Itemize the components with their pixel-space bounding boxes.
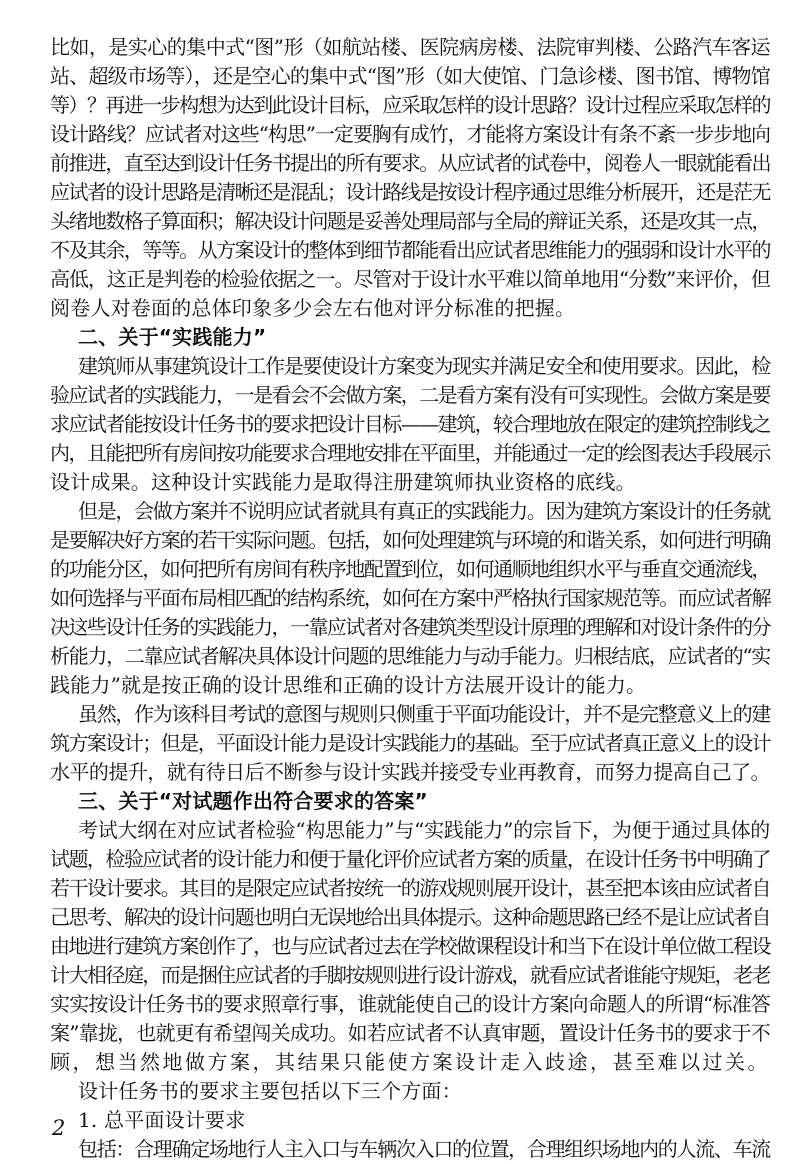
text-line: 析能力，二靠应试者解决具体设计问题的思维能力与动手能力。归根结底，应试者的“实 [50,644,770,668]
text-line: 内，且能把所有房间按功能要求合理地安排在平面里，并能通过一定的绘图表达手段展示 [50,441,770,465]
list-item-title: 1. 总平面设计要求 [78,1108,246,1132]
text-line: 水平的提升，就有待日后不断参与设计实践并接受专业再教育，而努力提高自己了。 [50,760,770,784]
paragraph-first-line: 建筑师从事建筑设计工作是要使设计方案变为现实并满足安全和使用要求。因此，检 [78,354,770,378]
section-heading-answers: 三、关于“对试题作出符合要求的答案” [78,789,428,813]
text-line: 试题，检验应试者的设计能力和便于量化评价应试者方案的质量，在设计任务书中明确了 [50,847,770,871]
text-line: 的功能分区，如何把所有房间有秩序地配置到位，如何通顺地组织水平与垂直交通流线， [50,557,770,581]
text-line: 应试者的设计思路是清晰还是混乱；设计路线是按设计程序通过思维分析展开，还是茫无 [50,180,770,204]
text-line: 阅卷人对卷面的总体印象多少会左右他对评分标准的把握。 [50,296,576,320]
text-line: 比如，是实心的集中式“图”形（如航站楼、医院病房楼、法院审判楼、公路汽车客运 [50,35,770,59]
text-line: 决这些设计任务的实践能力，一靠应试者对各建筑类型设计原理的理解和对设计条件的分 [50,615,770,639]
text-line: 等）？再进一步构想为达到此设计目标，应采取怎样的设计思路？设计过程应采取怎样的 [50,93,770,117]
text-line: 顾，想当然地做方案，其结果只能使方案设计走入歧途，甚至难以过关。 [50,1050,770,1074]
paragraph-first-line: 考试大纲在对应试者检验“构思能力”与“实践能力”的宗旨下，为便于通过具体的 [78,818,770,842]
paragraph-first-line: 虽然，作为该科目考试的意图与规则只侧重于平面功能设计，并不是完整意义上的建 [78,702,770,726]
document-page [50,33,770,1164]
text-line: 设计路线？应试者对这些“构思”一定要胸有成竹，才能将方案设计有条不紊一步步地向 [50,122,770,146]
paragraph-first-line: 设计任务书的要求主要包括以下三个方面： [78,1079,462,1103]
text-line: 案”靠拢，也就更有希望闯关成功。如若应试者不认真审题，置设计任务书的要求于不 [50,1021,770,1045]
text-line: 设计成果。这种设计实践能力是取得注册建筑师执业资格的底线。 [50,470,636,494]
paragraph-first-line: 但是，会做方案并不说明应试者就具有真正的实践能力。因为建筑方案设计的任务就 [78,499,770,523]
paragraph-first-line: 包括：合理确定场地行人主入口与车辆次入口的位置，合理组织场地内的人流、车流 [78,1137,770,1161]
page-number: 2 [52,1116,66,1140]
text-line: 如何选择与平面布局相匹配的结构系统，如何在方案中严格执行国家规范等。而应试者解 [50,586,770,610]
text-line: 高低，这正是判卷的检验依据之一。尽管对于设计水平难以简单地用“分数”来评价，但 [50,267,770,291]
text-line: 头绪地数格子算面积；解决设计问题是妥善处理局部与全局的辩证关系，还是攻其一点， [50,209,770,233]
text-line: 求应试者能按设计任务书的要求把设计目标——建筑，较合理地放在限定的建筑控制线之 [50,412,770,436]
text-line: 由地进行建筑方案创作了，也与应试者过去在学校做课程设计和当下在设计单位做工程设 [50,934,770,958]
text-line: 己思考、解决的设计问题也明白无误地给出具体提示。这种命题思路已经不是让应试者自 [50,905,770,929]
text-line: 前推进，直至达到设计任务书提出的所有要求。从应试者的试卷中，阅卷人一眼就能看出 [50,151,770,175]
text-line: 实实按设计任务书的要求照章行事，谁就能使自己的设计方案向命题人的所谓“标准答 [50,992,770,1016]
text-line: 若干设计要求。其目的是限定应试者按统一的游戏规则展开设计，甚至把本该由应试者自 [50,876,770,900]
text-line: 筑方案设计；但是，平面设计能力是设计实践能力的基础。至于应试者真正意义上的设计 [50,731,770,755]
text-line: 践能力”就是按正确的设计思维和正确的设计方法展开设计的能力。 [50,673,647,697]
text-line: 是要解决好方案的若干实际问题。包括，如何处理建筑与环境的和谐关系，如何进行明确 [50,528,770,552]
text-line: 站、超级市场等），还是空心的集中式“图”形（如大使馆、门急诊楼、图书馆、博物馆 [50,64,770,88]
text-line: 计大相径庭，而是捆住应试者的手脚按规则进行设计游戏，就看应试者谁能守规矩，老老 [50,963,770,987]
text-line: 验应试者的实践能力，一是看会不会做方案，二是看方案有没有可实现性。会做方案是要 [50,383,770,407]
section-heading-practice: 二、关于“实践能力” [78,325,267,349]
text-line: 不及其余，等等。从方案设计的整体到细节都能看出应试者思维能力的强弱和设计水平的 [50,238,770,262]
